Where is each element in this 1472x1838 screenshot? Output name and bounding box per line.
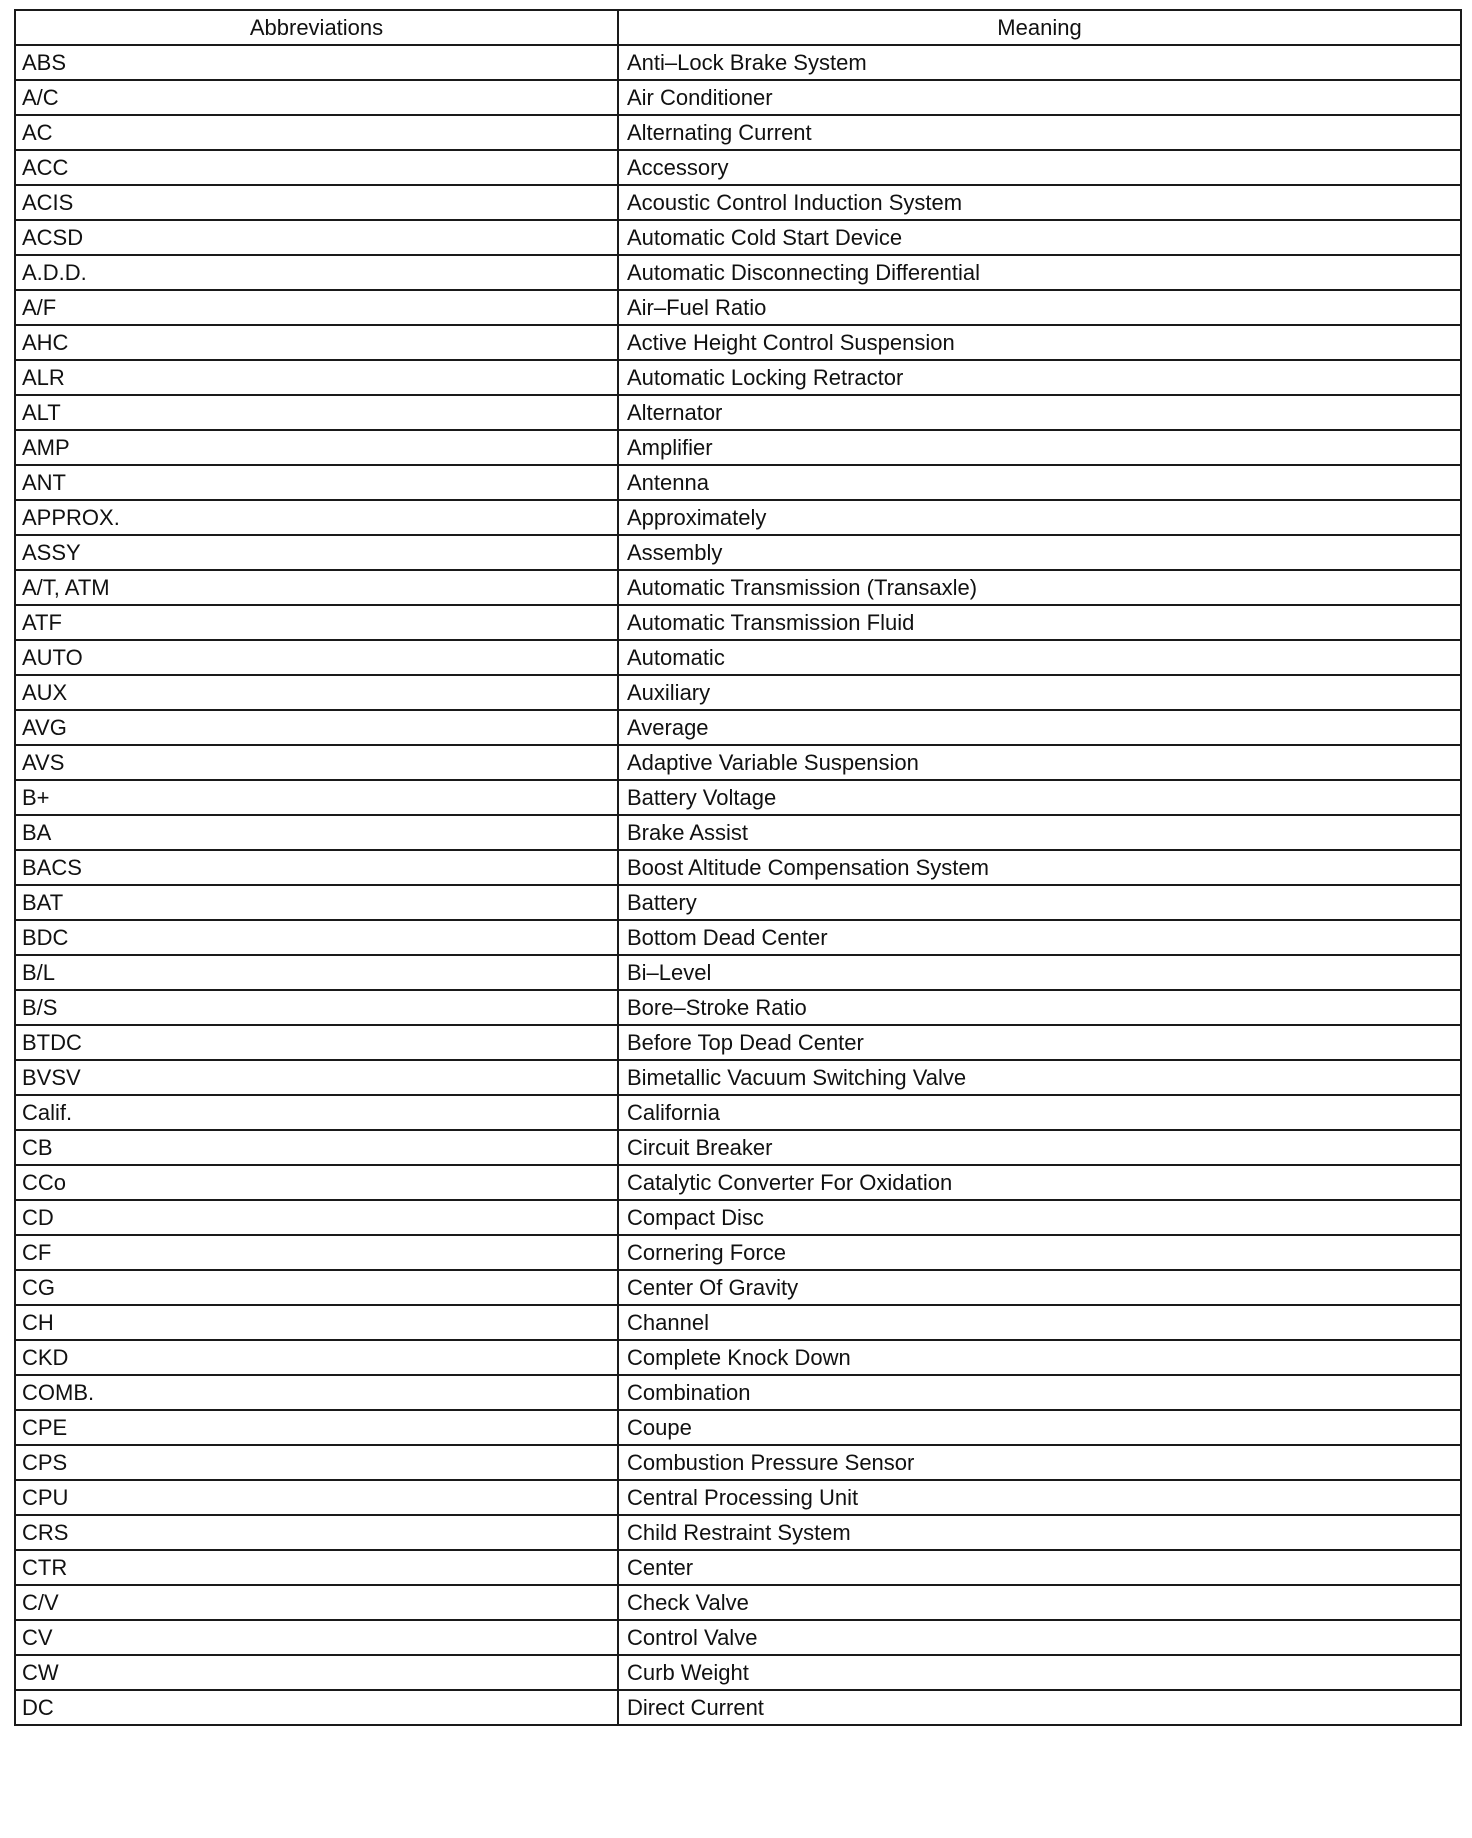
- abbreviation-cell: AUX: [15, 675, 618, 710]
- abbreviation-cell: CD: [15, 1200, 618, 1235]
- abbreviation-cell: ALR: [15, 360, 618, 395]
- meaning-cell: Active Height Control Suspension: [618, 325, 1461, 360]
- table-row: [15, 325, 1461, 360]
- abbreviation-cell: ATF: [15, 605, 618, 640]
- meaning-cell: Bore–Stroke Ratio: [618, 990, 1461, 1025]
- meaning-cell: Alternating Current: [618, 115, 1461, 150]
- table-row: [15, 1095, 1461, 1130]
- table-row: [15, 220, 1461, 255]
- abbreviation-cell: A/C: [15, 80, 618, 115]
- table-row: [15, 885, 1461, 920]
- abbreviation-sheet: [14, 9, 1460, 1726]
- abbreviation-cell: CH: [15, 1305, 618, 1340]
- abbreviation-cell: C/V: [15, 1585, 618, 1620]
- meaning-cell: California: [618, 1095, 1461, 1130]
- abbreviation-cell: CTR: [15, 1550, 618, 1585]
- abbreviation-cell: CCo: [15, 1165, 618, 1200]
- abbreviation-cell: A.D.D.: [15, 255, 618, 290]
- table-row: [15, 1445, 1461, 1480]
- meaning-cell: Before Top Dead Center: [618, 1025, 1461, 1060]
- abbreviation-cell: AMP: [15, 430, 618, 465]
- meaning-cell: Cornering Force: [618, 1235, 1461, 1270]
- abbreviation-cell: CF: [15, 1235, 618, 1270]
- table-row: [15, 1270, 1461, 1305]
- abbreviation-cell: B/L: [15, 955, 618, 990]
- table-body: [15, 45, 1461, 1725]
- meaning-cell: Air Conditioner: [618, 80, 1461, 115]
- table-row: [15, 255, 1461, 290]
- table-row: [15, 1480, 1461, 1515]
- abbreviation-cell: ACIS: [15, 185, 618, 220]
- table-row: [15, 1060, 1461, 1095]
- meaning-cell: Adaptive Variable Suspension: [618, 745, 1461, 780]
- meaning-cell: Bimetallic Vacuum Switching Valve: [618, 1060, 1461, 1095]
- meaning-cell: Central Processing Unit: [618, 1480, 1461, 1515]
- abbreviation-cell: AVG: [15, 710, 618, 745]
- meaning-cell: Automatic: [618, 640, 1461, 675]
- meaning-cell: Bi–Level: [618, 955, 1461, 990]
- abbreviation-cell: ALT: [15, 395, 618, 430]
- meaning-cell: Approximately: [618, 500, 1461, 535]
- abbreviation-cell: BTDC: [15, 1025, 618, 1060]
- table-row: [15, 1690, 1461, 1725]
- table-row: [15, 500, 1461, 535]
- table-row: [15, 745, 1461, 780]
- abbreviation-cell: ACC: [15, 150, 618, 185]
- meaning-cell: Auxiliary: [618, 675, 1461, 710]
- meaning-cell: Automatic Transmission (Transaxle): [618, 570, 1461, 605]
- table-row: [15, 535, 1461, 570]
- table-header: [15, 10, 1461, 45]
- meaning-cell: Battery Voltage: [618, 780, 1461, 815]
- abbreviation-cell: APPROX.: [15, 500, 618, 535]
- abbreviation-cell: B/S: [15, 990, 618, 1025]
- table-row: [15, 990, 1461, 1025]
- table-row: [15, 640, 1461, 675]
- table-row: [15, 1130, 1461, 1165]
- table-row: [15, 815, 1461, 850]
- table-row: [15, 1515, 1461, 1550]
- meaning-cell: Automatic Disconnecting Differential: [618, 255, 1461, 290]
- meaning-cell: Bottom Dead Center: [618, 920, 1461, 955]
- meaning-cell: Amplifier: [618, 430, 1461, 465]
- meaning-cell: Brake Assist: [618, 815, 1461, 850]
- abbreviation-cell: CPU: [15, 1480, 618, 1515]
- meaning-cell: Automatic Cold Start Device: [618, 220, 1461, 255]
- table-row: [15, 570, 1461, 605]
- abbreviation-cell: CKD: [15, 1340, 618, 1375]
- meaning-cell: Automatic Transmission Fluid: [618, 605, 1461, 640]
- table-row: [15, 290, 1461, 325]
- table-row: [15, 850, 1461, 885]
- meaning-cell: Antenna: [618, 465, 1461, 500]
- table-row: [15, 115, 1461, 150]
- table-row: [15, 1620, 1461, 1655]
- abbreviation-cell: BVSV: [15, 1060, 618, 1095]
- table-row: [15, 465, 1461, 500]
- meaning-cell: Acoustic Control Induction System: [618, 185, 1461, 220]
- table-row: [15, 430, 1461, 465]
- meaning-cell: Boost Altitude Compensation System: [618, 850, 1461, 885]
- abbreviation-cell: BA: [15, 815, 618, 850]
- table-row: [15, 185, 1461, 220]
- table-row: [15, 605, 1461, 640]
- abbreviation-cell: ANT: [15, 465, 618, 500]
- abbreviation-cell: CPS: [15, 1445, 618, 1480]
- table-row: [15, 1410, 1461, 1445]
- abbreviation-cell: CG: [15, 1270, 618, 1305]
- table-row: [15, 1200, 1461, 1235]
- abbreviation-cell: B+: [15, 780, 618, 815]
- table-row: [15, 1550, 1461, 1585]
- abbreviation-cell: Calif.: [15, 1095, 618, 1130]
- abbreviation-cell: AC: [15, 115, 618, 150]
- table-row: [15, 360, 1461, 395]
- meaning-cell: Battery: [618, 885, 1461, 920]
- abbreviation-cell: BAT: [15, 885, 618, 920]
- meaning-cell: Coupe: [618, 1410, 1461, 1445]
- abbreviation-cell: ABS: [15, 45, 618, 80]
- abbreviation-cell: CV: [15, 1620, 618, 1655]
- header-row: [15, 10, 1461, 45]
- meaning-cell: Alternator: [618, 395, 1461, 430]
- table-row: [15, 1585, 1461, 1620]
- table-row: [15, 395, 1461, 430]
- abbreviation-cell: CRS: [15, 1515, 618, 1550]
- table-row: [15, 1165, 1461, 1200]
- meaning-cell: Control Valve: [618, 1620, 1461, 1655]
- meaning-column-header: Meaning: [618, 10, 1461, 45]
- table-row: [15, 80, 1461, 115]
- meaning-cell: Circuit Breaker: [618, 1130, 1461, 1165]
- meaning-cell: Automatic Locking Retractor: [618, 360, 1461, 395]
- meaning-cell: Catalytic Converter For Oxidation: [618, 1165, 1461, 1200]
- abbreviation-cell: DC: [15, 1690, 618, 1725]
- table-row: [15, 1655, 1461, 1690]
- abbreviation-cell: AHC: [15, 325, 618, 360]
- abbreviation-cell: COMB.: [15, 1375, 618, 1410]
- table-row: [15, 675, 1461, 710]
- abbreviation-cell: ACSD: [15, 220, 618, 255]
- meaning-cell: Child Restraint System: [618, 1515, 1461, 1550]
- meaning-cell: Curb Weight: [618, 1655, 1461, 1690]
- abbreviation-cell: BACS: [15, 850, 618, 885]
- abbreviation-cell: AUTO: [15, 640, 618, 675]
- table-row: [15, 1235, 1461, 1270]
- table-row: [15, 1305, 1461, 1340]
- meaning-cell: Accessory: [618, 150, 1461, 185]
- meaning-cell: Center Of Gravity: [618, 1270, 1461, 1305]
- meaning-cell: Combination: [618, 1375, 1461, 1410]
- abbreviation-table: [14, 9, 1462, 1726]
- table-row: [15, 1340, 1461, 1375]
- meaning-cell: Check Valve: [618, 1585, 1461, 1620]
- meaning-cell: Average: [618, 710, 1461, 745]
- abbreviation-cell: A/F: [15, 290, 618, 325]
- abbreviation-cell: A/T, ATM: [15, 570, 618, 605]
- abbreviation-cell: CPE: [15, 1410, 618, 1445]
- table-row: [15, 45, 1461, 80]
- meaning-cell: Direct Current: [618, 1690, 1461, 1725]
- meaning-cell: Center: [618, 1550, 1461, 1585]
- meaning-cell: Anti–Lock Brake System: [618, 45, 1461, 80]
- abbreviation-cell: BDC: [15, 920, 618, 955]
- table-row: [15, 1375, 1461, 1410]
- abbreviation-cell: CB: [15, 1130, 618, 1165]
- meaning-cell: Air–Fuel Ratio: [618, 290, 1461, 325]
- meaning-cell: Combustion Pressure Sensor: [618, 1445, 1461, 1480]
- abbreviations-column-header: Abbreviations: [15, 10, 618, 45]
- meaning-cell: Complete Knock Down: [618, 1340, 1461, 1375]
- meaning-cell: Assembly: [618, 535, 1461, 570]
- abbreviation-cell: ASSY: [15, 535, 618, 570]
- table-row: [15, 710, 1461, 745]
- meaning-cell: Compact Disc: [618, 1200, 1461, 1235]
- table-row: [15, 955, 1461, 990]
- table-row: [15, 150, 1461, 185]
- table-row: [15, 1025, 1461, 1060]
- abbreviation-cell: CW: [15, 1655, 618, 1690]
- abbreviation-cell: AVS: [15, 745, 618, 780]
- table-row: [15, 920, 1461, 955]
- table-row: [15, 780, 1461, 815]
- meaning-cell: Channel: [618, 1305, 1461, 1340]
